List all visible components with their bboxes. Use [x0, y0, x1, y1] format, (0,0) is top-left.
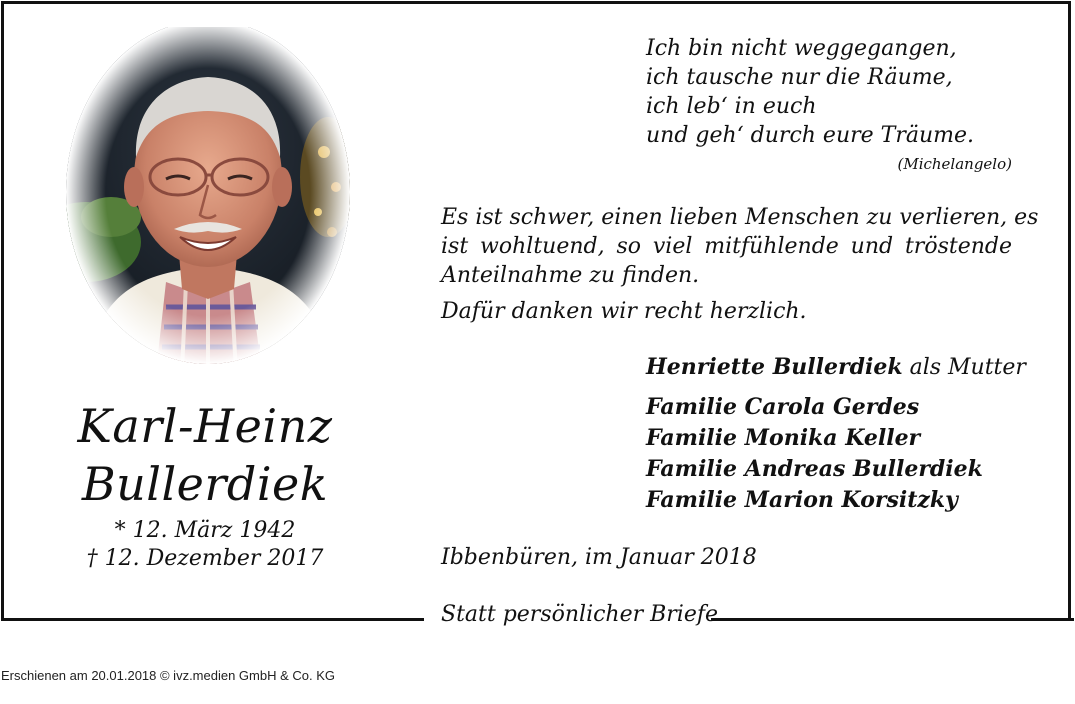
- frame-bottom-right-rule: [711, 618, 1074, 621]
- deceased-first-name: Karl-Heinz: [77, 399, 333, 453]
- deceased-last-name: Bullerdiek: [81, 457, 329, 511]
- portrait-photo: [66, 27, 350, 372]
- thanks-line: Es ist schwer, einen lieben Menschen zu verlieren, es: [441, 205, 1039, 230]
- poem-line: Ich bin nicht weggegangen,: [646, 36, 957, 61]
- mourner-mother-name: Henriette Bullerdiek: [646, 354, 903, 380]
- family-entry: Familie Andreas Bullerdiek: [646, 456, 983, 482]
- thanks-line: ist wohltuend, so viel mitfühlende und tröstende: [441, 234, 1012, 259]
- poem: [646, 34, 1016, 150]
- footer-note: Statt persönlicher Briefe: [441, 602, 719, 627]
- family-entry: Familie Carola Gerdes: [646, 394, 920, 420]
- publication-credit: Erschienen am 20.01.2018 © ivz.medien GmbH & Co. KG: [1, 668, 336, 683]
- poem-line: ich tausche nur die Räume,: [646, 65, 953, 90]
- frame-bottom-left-rule: [1, 618, 424, 621]
- thanks-paragraph: [441, 203, 1039, 290]
- birth-date: * 12. März 1942: [114, 518, 296, 543]
- mourner-mother: [646, 352, 1026, 383]
- family-entry: Familie Marion Korsitzky: [646, 487, 958, 513]
- poem-author: (Michelangelo): [897, 155, 1012, 173]
- thanks-closing: Dafür danken wir recht herzlich.: [441, 299, 807, 324]
- mourner-families: [646, 392, 983, 516]
- poem-line: und geh‘ durch eure Träume.: [646, 123, 974, 148]
- death-date: † 12. Dezember 2017: [86, 546, 324, 571]
- family-entry: Familie Monika Keller: [646, 425, 921, 451]
- mourner-mother-relation: als Mutter: [909, 355, 1026, 380]
- thanks-line: Anteilnahme zu finden.: [441, 263, 700, 288]
- place-date: Ibbenbüren, im Januar 2018: [441, 545, 757, 570]
- poem-line: ich leb‘ in euch: [646, 94, 817, 119]
